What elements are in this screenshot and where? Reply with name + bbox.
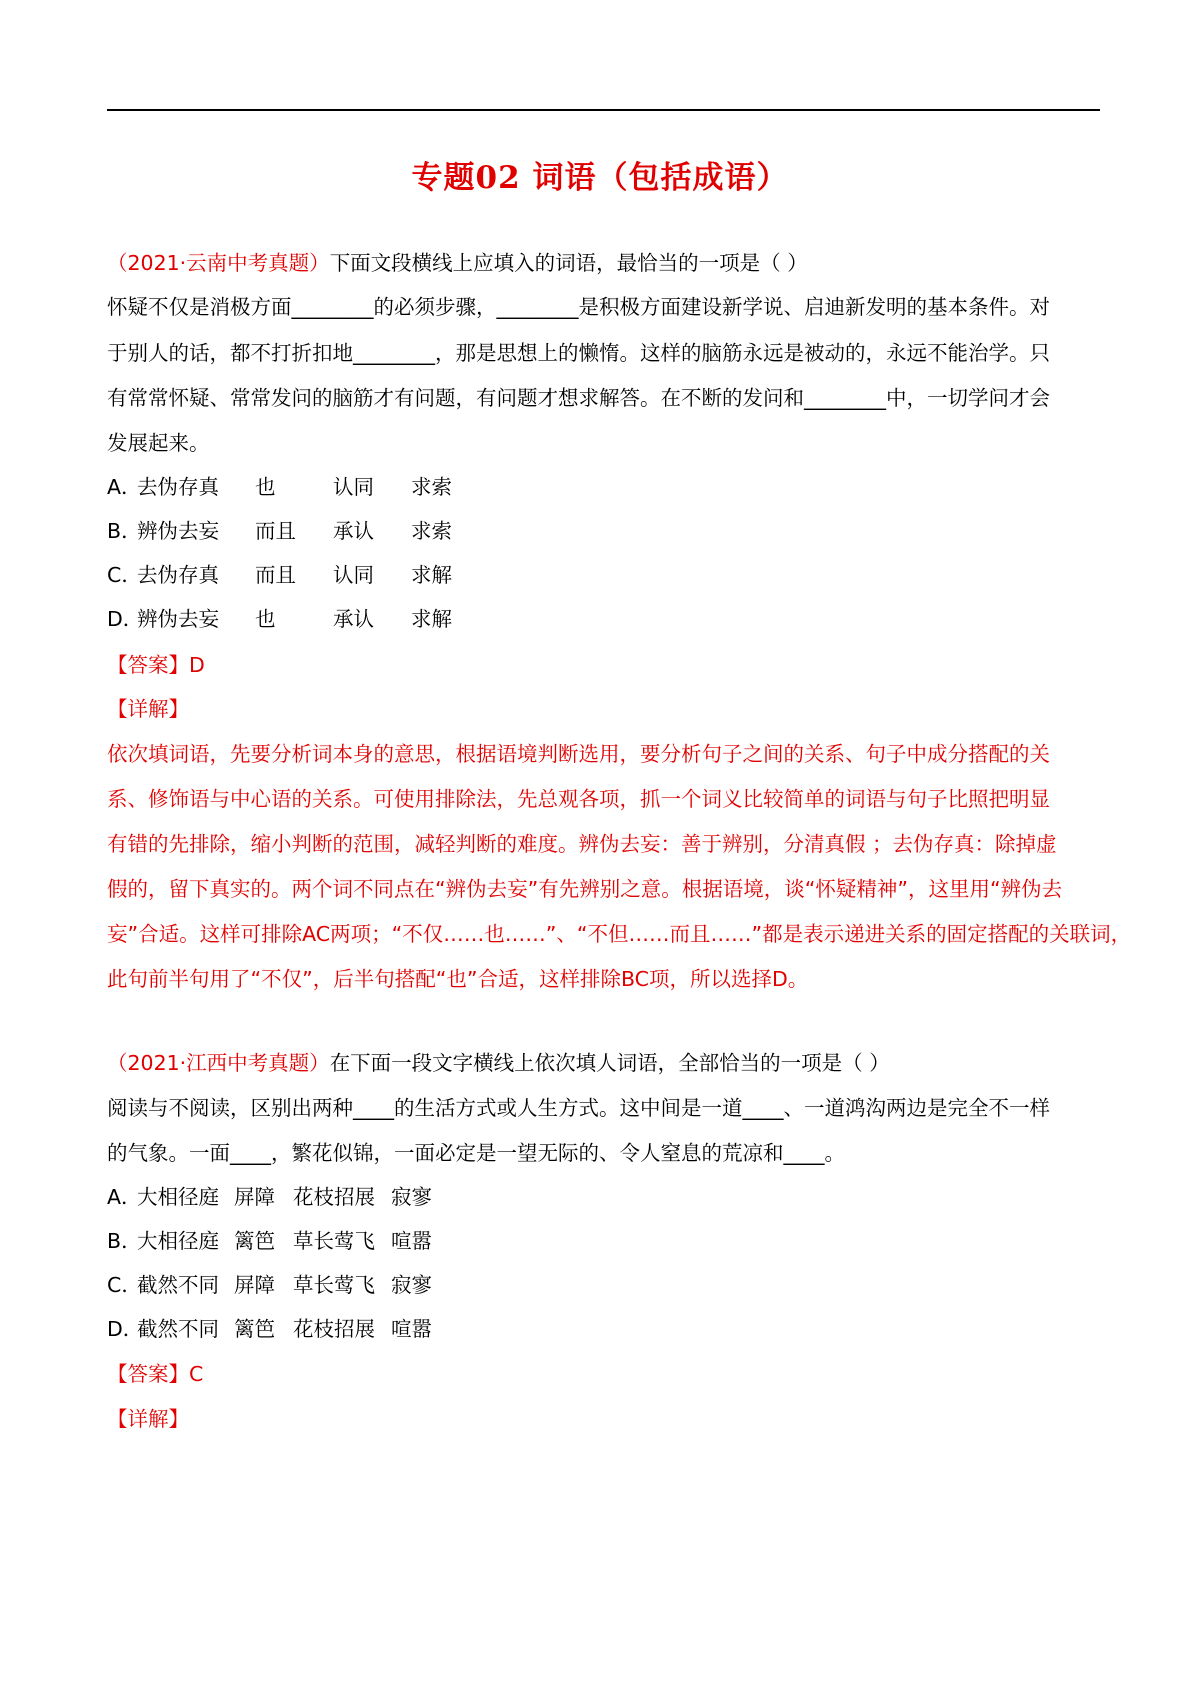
option-word: 篱笆 bbox=[234, 1317, 275, 1341]
q1-option-b bbox=[107, 514, 452, 544]
q2-passage-line: 的气象。一面____，繁花似锦，一面必定是一望无际的、令人窒息的荒凉和____。 bbox=[107, 1141, 845, 1165]
option-word: 认同 bbox=[333, 475, 374, 499]
option-word: 去伪存真 bbox=[137, 563, 219, 587]
option-word: 大相径庭 bbox=[137, 1185, 219, 1209]
option-label: C． bbox=[107, 563, 142, 587]
q1-source: （2021·云南中考真题） bbox=[107, 251, 330, 275]
option-word: 求解 bbox=[411, 563, 452, 587]
q1-passage-line: 有常常怀疑、常常发问的脑筋才有问题，有问题才想求解答。在不断的发问和________中，一切学问才会 bbox=[107, 386, 1050, 410]
option-word: 寂寥 bbox=[391, 1273, 432, 1297]
option-word: 喧嚣 bbox=[391, 1317, 432, 1341]
option-word: 截然不同 bbox=[137, 1317, 219, 1341]
option-word: 花枝招展 bbox=[293, 1185, 375, 1209]
option-word: 承认 bbox=[333, 607, 374, 631]
q1-stem: 下面文段横线上应填入的词语，最恰当的一项是（ ） bbox=[329, 251, 808, 275]
option-word: 而且 bbox=[255, 563, 296, 587]
q2-source: （2021·江西中考真题） bbox=[107, 1051, 330, 1075]
option-word: 求索 bbox=[411, 475, 452, 499]
q2-option-b bbox=[107, 1224, 432, 1254]
option-label: D． bbox=[107, 607, 144, 631]
answer-label: 【答案】 bbox=[107, 653, 189, 677]
answer-label: 【答案】 bbox=[107, 1362, 189, 1386]
option-label: C． bbox=[107, 1273, 142, 1297]
option-word: 屏障 bbox=[234, 1185, 275, 1209]
option-label: B． bbox=[107, 519, 142, 543]
option-word: 认同 bbox=[333, 563, 374, 587]
q1-passage-line: 于别人的话，都不打折扣地________，那是思想上的懒惰。这样的脑筋永远是被动的，永远不能治学。只 bbox=[107, 341, 1050, 365]
q2-passage-line: 阅读与不阅读，区别出两种____的生活方式或人生方式。这中间是一道____、一道鸿沟两边是完全不一样 bbox=[107, 1096, 1050, 1120]
q1-option-a bbox=[107, 470, 452, 500]
option-word: 草长莺飞 bbox=[293, 1229, 375, 1253]
answer-value: C bbox=[189, 1362, 204, 1386]
q1-detail-line: 妄”合适。这样可排除AC两项；“不仅……也……”、“不但……而且……”都是表示递进关系的固定搭配的关联词， bbox=[107, 922, 1132, 946]
q1-passage-line: 怀疑不仅是消极方面________的必须步骤，________是积极方面建设新学说、启迪新发明的基本条件。对 bbox=[107, 295, 1050, 319]
option-word: 而且 bbox=[255, 519, 296, 543]
answer-value: D bbox=[189, 653, 205, 677]
q1-answer bbox=[107, 648, 205, 678]
option-word: 寂寥 bbox=[391, 1185, 432, 1209]
q2-option-c bbox=[107, 1268, 432, 1298]
q1-detail-line: 假的，留下真实的。两个词不同点在“辨伪去妄”有先辨别之意。根据语境，谈“怀疑精神”，这里用“辨伪去 bbox=[107, 877, 1063, 901]
q2-answer bbox=[107, 1357, 203, 1387]
q1-option-d bbox=[107, 602, 452, 632]
option-word: 去伪存真 bbox=[137, 475, 219, 499]
option-word: 大相径庭 bbox=[137, 1229, 219, 1253]
q1-header bbox=[107, 246, 808, 276]
option-word: 也 bbox=[255, 607, 276, 631]
q2-detail-label: 【详解】 bbox=[107, 1407, 189, 1431]
option-word: 求解 bbox=[411, 607, 452, 631]
option-word: 承认 bbox=[333, 519, 374, 543]
option-word: 求索 bbox=[411, 519, 452, 543]
option-word: 辨伪去妄 bbox=[137, 607, 219, 631]
q2-option-a bbox=[107, 1180, 432, 1210]
q1-option-c bbox=[107, 558, 452, 588]
option-word: 草长莺飞 bbox=[293, 1273, 375, 1297]
page-title: 专题02 词语（包括成语） bbox=[411, 160, 789, 196]
q1-detail-line: 系、修饰语与中心语的关系。可使用排除法，先总观各项，抓一个词义比较简单的词语与句子比照把明显 bbox=[107, 787, 1050, 811]
option-label: B． bbox=[107, 1229, 142, 1253]
option-word: 篱笆 bbox=[234, 1229, 275, 1253]
option-label: D． bbox=[107, 1317, 144, 1341]
q1-detail-label: 【详解】 bbox=[107, 697, 189, 721]
q2-stem: 在下面一段文字横线上依次填人词语，全部恰当的一项是（ ） bbox=[329, 1051, 890, 1075]
option-word: 花枝招展 bbox=[293, 1317, 375, 1341]
option-label: A． bbox=[107, 475, 142, 499]
q1-detail-line: 此句前半句用了“不仅”，后半句搭配“也”合适，这样排除BC项，所以选择D。 bbox=[107, 967, 809, 991]
q1-detail-line: 有错的先排除，缩小判断的范围，减轻判断的难度。辨伪去妄：善于辨别，分清真假 ；去伪存真：除掉虚 bbox=[107, 832, 1057, 856]
option-word: 辨伪去妄 bbox=[137, 519, 219, 543]
q1-detail-line: 依次填词语，先要分析词本身的意思，根据语境判断选用，要分析句子之间的关系、句子中成分搭配的关 bbox=[107, 742, 1050, 766]
q1-passage-line: 发展起来。 bbox=[107, 431, 210, 455]
header-rule bbox=[107, 109, 1100, 111]
option-label: A． bbox=[107, 1185, 142, 1209]
option-word: 屏障 bbox=[234, 1273, 275, 1297]
q2-header bbox=[107, 1046, 890, 1076]
option-word: 喧嚣 bbox=[391, 1229, 432, 1253]
q2-option-d bbox=[107, 1312, 432, 1342]
option-word: 截然不同 bbox=[137, 1273, 219, 1297]
option-word: 也 bbox=[255, 475, 276, 499]
